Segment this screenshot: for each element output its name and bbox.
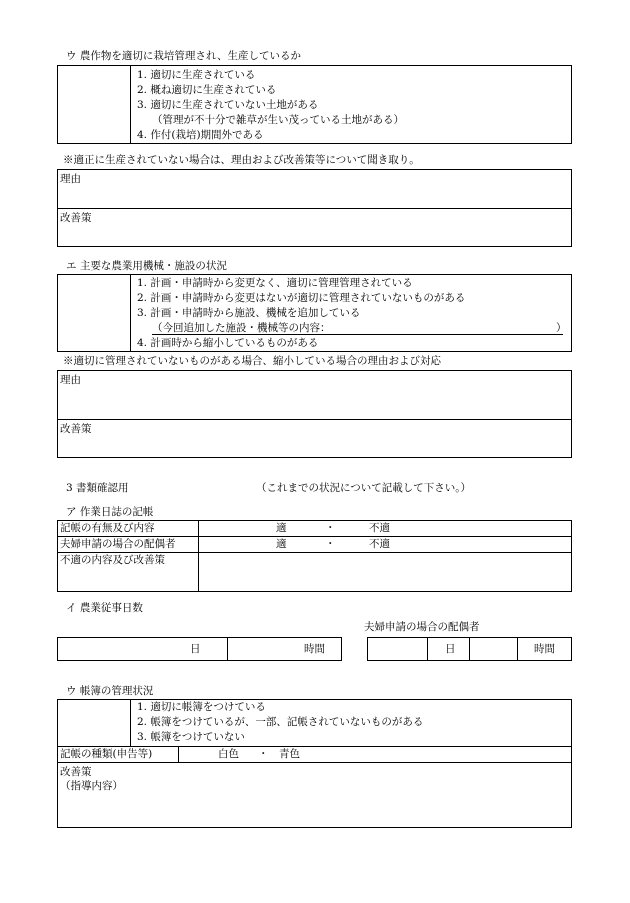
machinery-improve-label: 改善策	[60, 423, 92, 435]
farm-days-spouse-label: 夫婦申請の場合の配偶者	[364, 621, 480, 633]
diary-spouse-separator: ・	[325, 538, 336, 550]
bookkeeping-blue-option[interactable]: 青色	[279, 748, 300, 760]
section-title-farm-days: イ 農業従事日数	[66, 602, 143, 614]
machinery-added-content-line[interactable]	[152, 334, 563, 335]
bookkeeping-option-2[interactable]: 2. 帳簿をつけているが、一部、記帳されていないものがある	[137, 716, 424, 728]
machinery-note: ※適切に管理されていないものがある場合、縮小している場合の理由および対応	[63, 355, 441, 367]
crop-improve-label: 改善策	[60, 212, 92, 224]
diary-row-label: 記帳の有無及び内容	[60, 522, 155, 534]
machinery-option-2[interactable]: 2. 計画・申請時から変更はないが適切に管理されていないものがある	[137, 292, 466, 304]
crop-option-3[interactable]: 3. 適切に生産されていない土地がある	[137, 99, 319, 111]
bookkeeping-type-label: 記帳の種類(申告等)	[60, 748, 153, 760]
crop-option-4[interactable]: 4. 作付(栽培)期間外である	[137, 129, 264, 141]
machinery-added-content-close: ）	[556, 322, 567, 334]
crop-reason-label: 理由	[60, 173, 81, 185]
farm-days-day-unit: 日	[190, 643, 201, 655]
bookkeeping-guidance-label: （指導内容）	[60, 780, 123, 792]
diary-spouse-ng-option[interactable]: 不適	[369, 538, 390, 550]
bookkeeping-option-3[interactable]: 3. 帳簿をつけていない	[137, 731, 245, 743]
machinery-reason-label: 理由	[60, 374, 81, 386]
machinery-option-3[interactable]: 3. 計画・申請時から施設、機械を追加している	[137, 307, 361, 319]
machinery-option-4[interactable]: 4. 計画時から縮小しているものがある	[137, 337, 319, 349]
diary-spouse-ok-option[interactable]: 適	[276, 538, 287, 550]
section-3-title: 3 書類確認用	[66, 482, 129, 494]
section-3-subtitle: （これまでの状況について記載して下さい。）	[256, 482, 472, 494]
crop-option-1[interactable]: 1. 適切に生産されている	[137, 69, 256, 81]
diary-spouse-label: 夫婦申請の場合の配偶者	[60, 538, 176, 550]
bookkeeping-type-separator: ・	[258, 748, 269, 760]
farm-days-spouse-hour-unit: 時間	[534, 643, 555, 655]
section-title-bookkeeping: ウ 帳簿の管理状況	[66, 685, 154, 697]
section-title-crops: ウ 農作物を適切に栽培管理され、生産しているか	[66, 50, 301, 62]
diary-ng-option[interactable]: 不適	[369, 522, 390, 534]
farm-days-spouse-day-unit: 日	[445, 643, 456, 655]
crop-option-2[interactable]: 2. 概ね適切に生産されている	[137, 84, 277, 96]
machinery-added-content-label: （今回追加した施設・機械等の内容：	[152, 322, 331, 334]
farm-days-hour-unit: 時間	[304, 643, 325, 655]
bookkeeping-improve-label: 改善策	[60, 766, 92, 778]
crop-option-3-detail: （管理が不十分で雑草が生い茂っている土地がある）	[152, 114, 404, 126]
section-title-machinery: エ 主要な農業用機械・施設の状況	[66, 260, 227, 272]
diary-ok-option[interactable]: 適	[276, 522, 287, 534]
bookkeeping-option-1[interactable]: 1. 適切に帳簿をつけている	[137, 701, 266, 713]
machinery-option-1[interactable]: 1. 計画・申請時から変更なく、適切に管理管理されている	[137, 277, 413, 289]
crop-note: ※適正に生産されていない場合は、理由および改善策等について聞き取り。	[63, 154, 420, 166]
diary-separator: ・	[325, 522, 336, 534]
bookkeeping-white-option[interactable]: 白色	[218, 748, 239, 760]
diary-ng-content-label: 不適の内容及び改善策	[60, 554, 165, 566]
machinery-reason-box	[57, 370, 572, 458]
section-title-work-diary: ア 作業日誌の記帳	[66, 506, 154, 518]
